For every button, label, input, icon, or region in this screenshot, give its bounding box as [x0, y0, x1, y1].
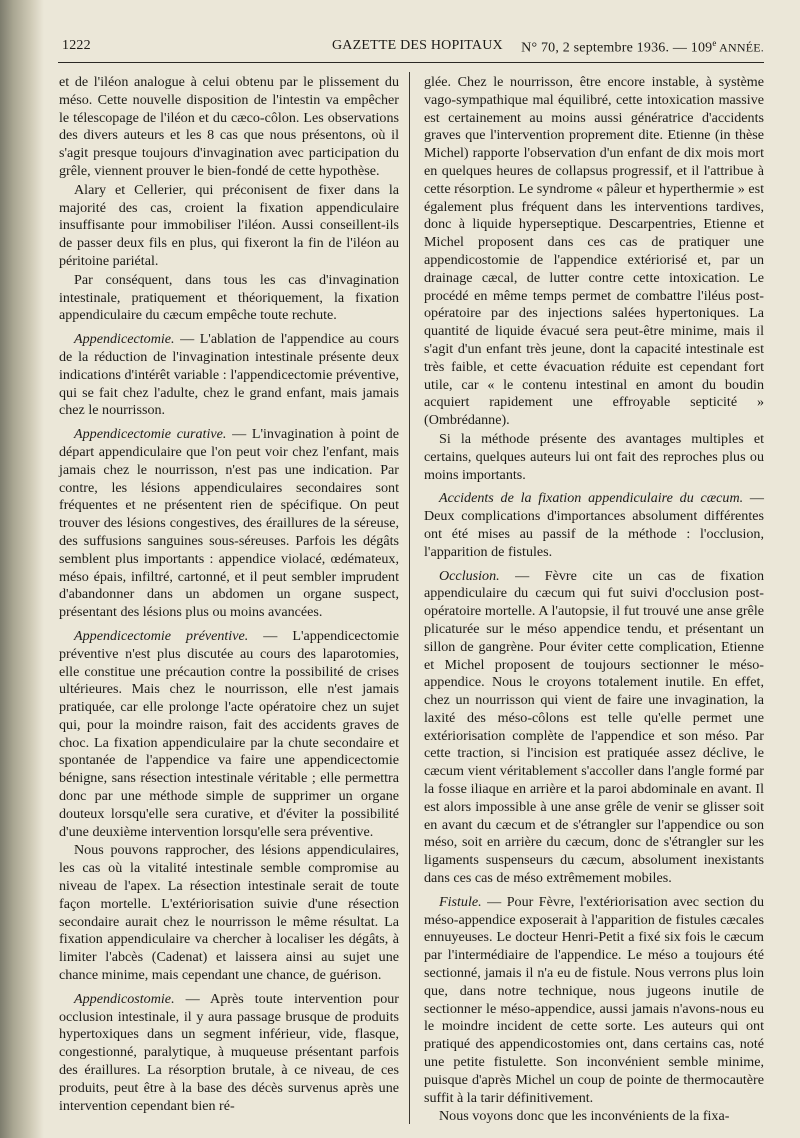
page-binding-shadow [0, 0, 44, 1138]
paragraph: Nous voyons donc que les inconvénients de la fixa- [439, 1108, 730, 1125]
annee-label: ANNÉE. [716, 40, 764, 55]
section-text: — Après toute intervention pour occlusion intestinale, il y aura passage brusque de produits hypertoxiques dans un segment inférieur, vide, flasque, congestionné, paralytique, à muqueuse présentant parfois des éraillures. La résorption brutale, à ce niveau, de ces produits, peut être à la base des décès survenus après une intervention cependant bien ré- [59, 990, 399, 1114]
section-text: — Deux complications d'importances absolument différentes ont été mises au passif de la méthode : l'occlusion, l'apparition de fistules. [424, 490, 764, 560]
section-occlusion [424, 568, 764, 888]
annee-superscript: e [712, 38, 717, 48]
section-appendicectomie [59, 331, 399, 420]
section-appendicectomie-curative [59, 426, 399, 622]
section-heading: Appendicectomie. [74, 331, 175, 348]
section-accidents [424, 490, 764, 561]
right-column [424, 74, 764, 1127]
issue-date [521, 38, 764, 57]
section-appendicectomie-preventive [59, 628, 399, 842]
section-appendicostomie [59, 991, 399, 1116]
section-text: — Fèvre cite un cas de fixation appendiculaire du cæcum qui fut suivi d'occlusion post-opératoire mortelle. A l'autopsie, il fut trouvé une anse grêle plicaturée sur le méso appendice tendu, et présentant un sillon de gangrène. Pour éviter cette complication, Etienne et Michel proposent de toujours sectionner le méso-appendice. Nous le croyons totalement inutile. En effet, chez un nourrisson qui vient de faire une invagination, la laxité des méso-côlons est telle qu'elle permet une extériorisation complète de l'appendice et son méso. Par cette traction, si l'incision est pratiquée assez déclive, le cæcum vient véritablement s'accoller dans l'angle formé par la fosse iliaque en arrière et la paroi abdominale en avant. Il est alors impossible à une anse grêle de venir se glisser soit en avant du cæcum et de s'étrangler sur l'appendice ou son méso, soit en arrière du cæcum, donc de s'étrangler sur les ligaments suspenseurs du cæcum, absolument inexistants dans ces cas de méso extrêmement mobiles. [424, 567, 764, 887]
paragraph: glée. Chez le nourrisson, être encore instable, à système vago-sympathique mal équilibré, cette intoxication massive est certainement au moins aussi génératrice d'accidents graves que l'intervention proprement dite. Etienne (in thèse Michel) rapporte l'observation d'un enfant de dix mois mort en quelques heures de collapsus progressif, et il l'attribue à cette résorption. Le syndrome « pâleur et hyperthermie » est également plus fréquent dans les interventions tardives, donc à liquide hyperseptique. Descarpentries, Etienne et Michel proposent dans ces cas de pratiquer une appendicostomie de l'appendice extériorisé et, par un drainage cæcal, de lutter contre cette intoxication. Le procédé en même temps permet de combattre l'iléus post-opératoire par des injections salées hypertoniques. La quantité de liquide évacué sera peut-être minime, mais il s'agit d'un enfant très jeune, dont la capacité intestinale est très faible, et cette évacuation réduite est cependant fort utile, car « le contenu intestinal en amont du boudin acquiert rapidement une effroyable septicité » (Ombrédanne). [424, 74, 764, 429]
page-header [62, 38, 764, 58]
section-text: — L'invagination à point de départ appendiculaire que l'on peut voir chez l'enfant, mais jamais chez le nourrisson, n'est pas une indication. Par contre, les lésions appendiculaires secondaires sont fréquentes et ne présentent rien de spécifique. On peut trouver des lésions congestives, des éraillures de la séreuse, des suffusions sanguines sous-séreuses. Parfois les dégâts semblent plus importants : appendice violacé, œdémateux, méso épais, infiltré, cartonné, et il peut sembler imprudent d'abandonner dans un abdomen un organe suspect, présentant des lésions plus ou moins avancées. [59, 426, 399, 621]
section-heading: Appendicectomie curative. [74, 426, 227, 443]
section-text: — Pour Fèvre, l'extériorisation avec section du méso-appendice exposerait à l'apparition de fistules cæcales ennuyeuses. Le docteur Henri-Petit a fixé six fois le cæcum par l'intermédiaire de l'appendice. Le méso a toujours été sectionné, jamais il n'a eu de fistule. Nous verrons plus loin que, dans notre technique, nous jugeons inutile de sectionner le méso-appendice, aussi jamais n'avons-nous eu le moindre incident de cette sorte. Les auteurs qui ont pratiqué des appendicostomies ont, dans certains cas, noté une petite fistulette. Son inconvénient semble minime, puisque d'après Michel un coup de pointe de thermocautère suffit à la tarir définitivement. [424, 893, 764, 1106]
section-heading: Fistule. [439, 893, 482, 910]
page-number: 1222 [62, 38, 91, 53]
section-heading: Occlusion. [439, 567, 500, 584]
section-heading: Appendicectomie préventive. [74, 627, 249, 644]
section-text: — L'ablation de l'appendice au cours de la réduction de l'invagination intestinale présente deux indications d'intérêt variable : l'appendicectomie préventive, qui se fait chez l'adulte, chez le grand enfant, mais jamais chez le nourrisson. [59, 331, 399, 419]
section-heading: Appendicostomie. [74, 990, 175, 1007]
issue-number: N° 70, 2 septembre 1936. — 109 [521, 40, 713, 56]
section-fistule [424, 894, 764, 1108]
paragraph: Alary et Cellerier, qui préconisent de fixer dans la majorité des cas, croient la fixation appendiculaire insuffisante pour immobiliser l'iléon. Aussi conseillent-ils de passer deux fils en plus, qui fixeront la fin de l'iléon au péritoine pariétal. [59, 181, 399, 269]
paragraph: Si la méthode présente des avantages multiples et certains, quelques auteurs lui ont fait des reproches plus ou moins importants. [424, 430, 764, 483]
section-text: — L'appendicectomie préventive n'est plus discutée au cours des laparotomies, elle constitue une précaution contre la possibilité de crises ultérieures. Mais chez le nourrisson, elle n'est jamais pratiquée, car elle prolonge l'acte opératoire chez un sujet qui, pour la moindre raison, fait des accidents graves de choc. La fixation appendiculaire par la chute secondaire et spontanée de l'appendice va faire une appendicectomie bénigne, sans résection intestinale véritable ; elle permettra donc par une méthode simple de supprimer un organe douteux lorsqu'elle sera curative, et d'éviter la possibilité d'une deuxième intervention lorsqu'elle sera préventive. [59, 627, 399, 840]
section-heading: Accidents de la fixation appendiculaire du cæcum. [439, 490, 744, 507]
column-divider [409, 72, 410, 1124]
header-rule [58, 62, 764, 63]
paragraph: Nous pouvons rapprocher, des lésions appendiculaires, les cas où la vitalité intestinale semble compromise au niveau de l'apex. La résection intestinale serait de toute façon mortelle. L'extériorisation suivie d'une résection secondaire aurait chez le nourrisson le même résultat. La fixation appendiculaire va chercher à localiser les dégâts, à limiter l'abcès (Cadenat) et laissera ainsi au sujet une chance minime, mais cependant une chance, de guérison. [59, 842, 399, 984]
left-column [59, 74, 399, 1116]
journal-title: GAZETTE DES HOPITAUX [332, 38, 503, 53]
paragraph: Par conséquent, dans tous les cas d'invagination intestinale, pratiquement et théoriquement, la fixation appendiculaire du cæcum empêche toute rechute. [59, 271, 399, 324]
paragraph: et de l'iléon analogue à celui obtenu par le plissement du méso. Cette nouvelle disposition de l'intestin va empêcher le télescopage de l'iléon et du cæco-côlon. Les observations des divers auteurs et les 8 cas que nous présentons, où il s'agit presque toujours d'invagination avec participation du grêle, viennent prouver le bien-fondé de cette hypothèse. [59, 74, 399, 179]
